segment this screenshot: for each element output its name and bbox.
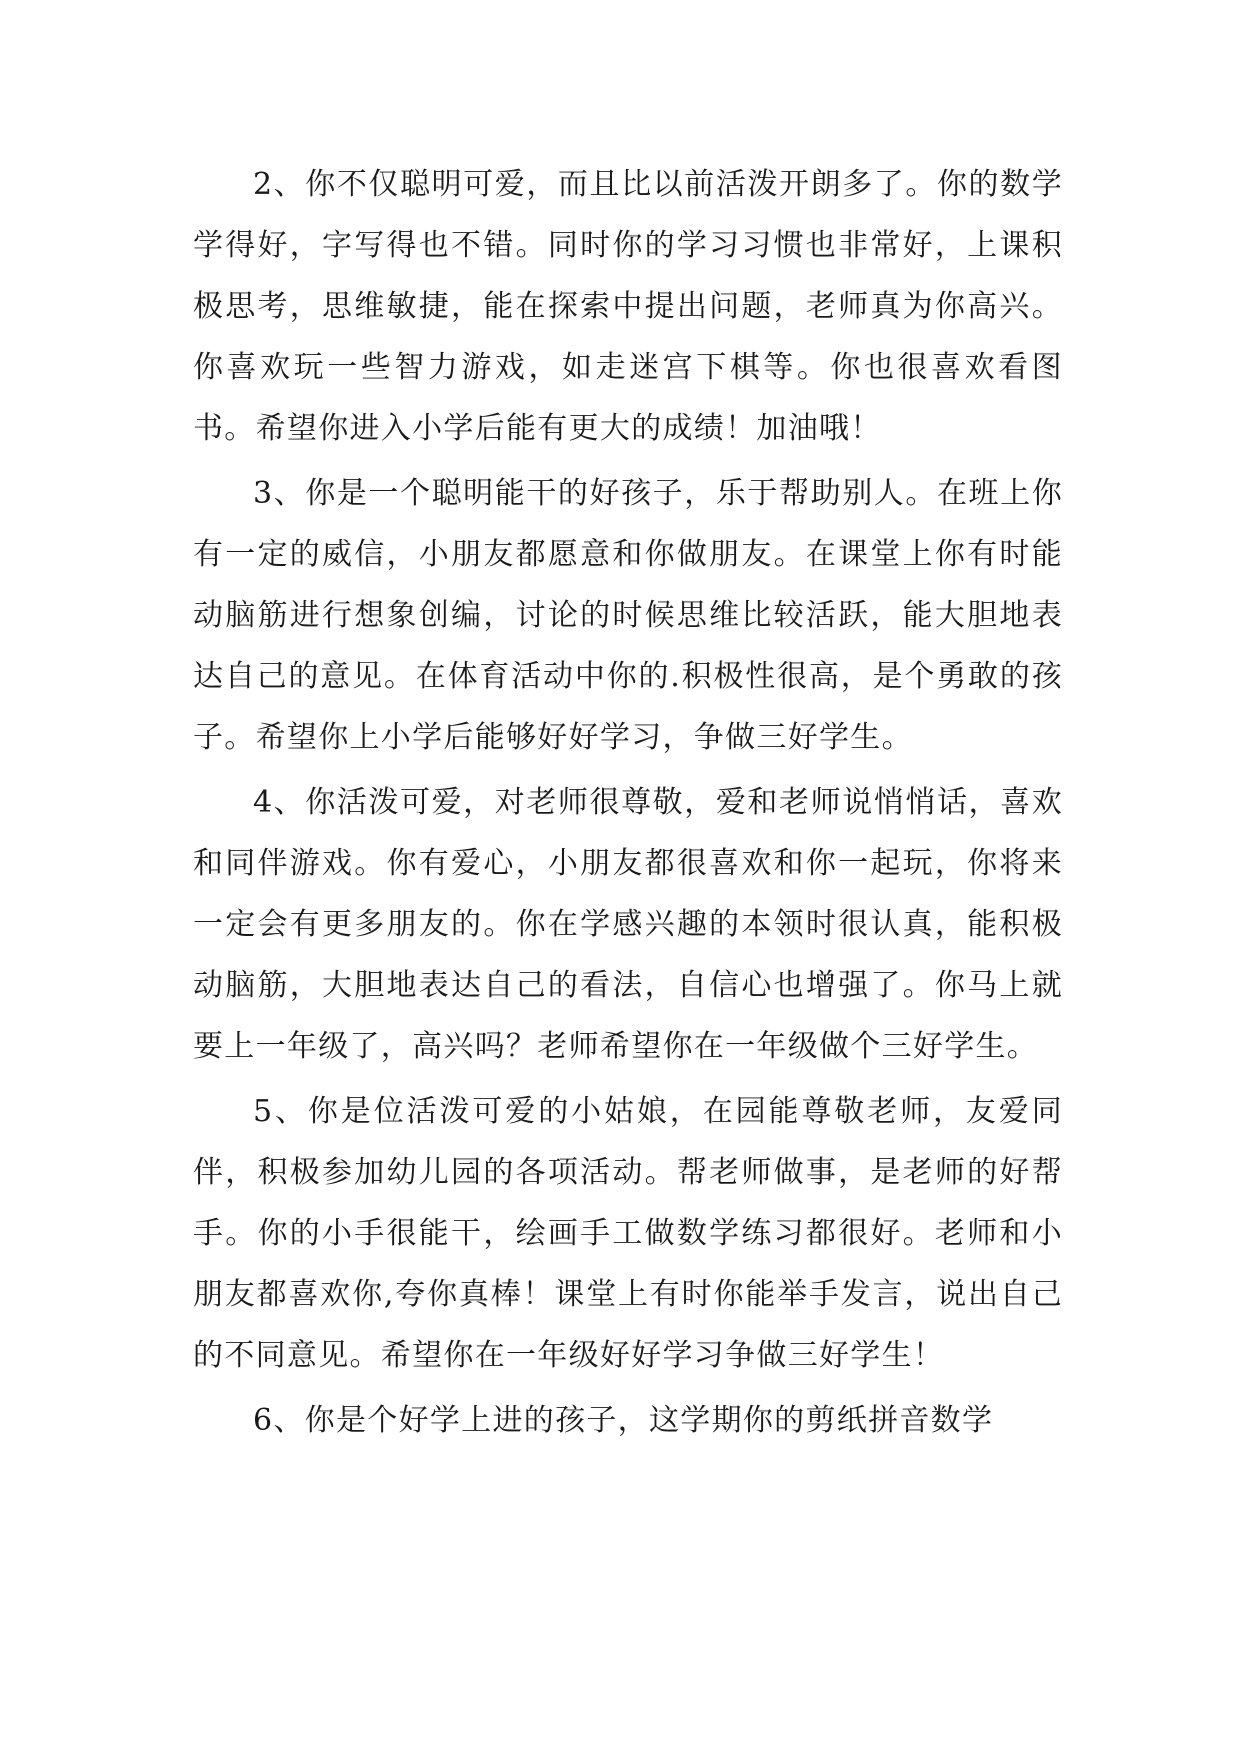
paragraph-2: 2、你不仅聪明可爱，而且比以前活泼开朗多了。你的数学学得好，字写得也不错。同时你的学习习惯也非常好，上课积极思考，思维敏捷，能在探索中提出问题，老师真为你高兴。你喜欢玩一些智力游戏，如走迷宫下棋等。你也很喜欢看图书。希望你进入小学后能有更大的成绩！加油哦！ [193,167,1063,446]
paragraph-3: 3、你是一个聪明能干的好孩子，乐于帮助别人。在班上你有一定的威信，小朋友都愿意和你做朋友。在课堂上你有时能动脑筋进行想象创编，讨论的时候思维比较活跃，能大胆地表达自己的意见。在体育活动中你的.积极性很高，是个勇敢的孩子。希望你上小学后能够好好学习，争做三好学生。 [193,476,1063,755]
paragraph-6: 6、你是个好学上进的孩子，这学期你的剪纸拼音数学 [253,1403,994,1438]
paragraph-4: 4、你活泼可爱，对老师很尊敬，爱和老师说悄悄话，喜欢和同伴游戏。你有爱心，小朋友都很喜欢和你一起玩，你将来一定会有更多朋友的。你在学感兴趣的本领时很认真，能积极动脑筋，大胆地表达自己的看法，自信心也增强了。你马上就要上一年级了，高兴吗？老师希望你在一年级做个三好学生。 [193,785,1063,1064]
paragraph-5: 5、你是位活泼可爱的小姑娘，在园能尊敬老师，友爱同伴，积极参加幼儿园的各项活动。帮老师做事，是老师的好帮手。你的小手很能干，绘画手工做数学练习都很好。老师和小朋友都喜欢你,夸你真棒！课堂上有时你能举手发言，说出自己的不同意见。希望你在一年级好好学习争做三好学生！ [193,1094,1063,1373]
document-body [193,154,1063,1455]
